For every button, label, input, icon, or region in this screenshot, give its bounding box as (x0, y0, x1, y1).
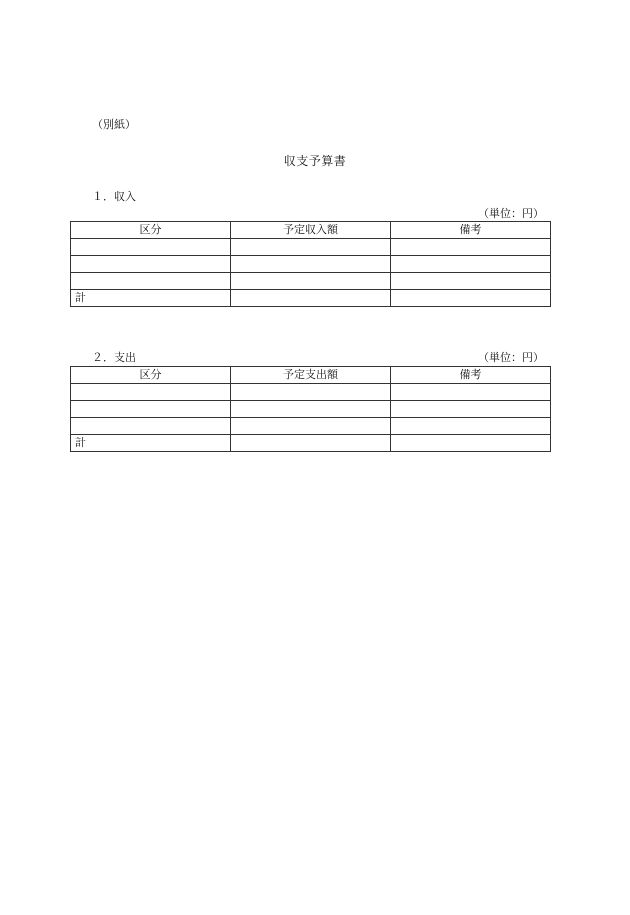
income-header-row (71, 222, 551, 239)
expense-cell (231, 384, 391, 401)
expense-header-row (71, 367, 551, 384)
income-col-category: 区分 (71, 222, 231, 239)
expense-total-row (71, 435, 551, 452)
expense-col-amount: 予定支出額 (231, 367, 391, 384)
table-row (71, 273, 551, 290)
income-cell (231, 256, 391, 273)
income-heading: １．収入 (92, 190, 136, 203)
income-col-remarks: 備考 (391, 222, 551, 239)
income-total-amount (231, 290, 391, 307)
expense-cell (231, 401, 391, 418)
expense-cell (71, 418, 231, 435)
expense-cell (391, 418, 551, 435)
expense-unit-note: （単位：円） (478, 351, 544, 364)
expense-col-remarks: 備考 (391, 367, 551, 384)
income-cell (391, 239, 551, 256)
expense-col-category: 区分 (71, 367, 231, 384)
income-cell (391, 273, 551, 290)
expense-total-amount (231, 435, 391, 452)
income-unit-note: （単位：円） (478, 207, 544, 220)
income-col-amount: 予定収入額 (231, 222, 391, 239)
income-cell (71, 256, 231, 273)
income-cell (71, 239, 231, 256)
expense-total-remarks (391, 435, 551, 452)
income-total-row (71, 290, 551, 307)
income-total-label: 計 (71, 290, 231, 307)
table-row (71, 384, 551, 401)
expense-cell (71, 401, 231, 418)
expense-cell (391, 384, 551, 401)
income-cell (231, 239, 391, 256)
expense-cell (231, 418, 391, 435)
income-cell (391, 256, 551, 273)
expense-table (70, 366, 551, 452)
table-row (71, 418, 551, 435)
expense-heading: ２．支出 (92, 351, 136, 364)
expense-total-label: 計 (71, 435, 231, 452)
income-cell (71, 273, 231, 290)
table-row (71, 401, 551, 418)
attachment-label: （別紙） (92, 118, 136, 131)
expense-cell (71, 384, 231, 401)
document-title: 収支予算書 (283, 154, 347, 168)
table-row (71, 256, 551, 273)
table-row (71, 239, 551, 256)
expense-cell (391, 401, 551, 418)
income-total-remarks (391, 290, 551, 307)
income-cell (231, 273, 391, 290)
income-table (70, 221, 551, 307)
